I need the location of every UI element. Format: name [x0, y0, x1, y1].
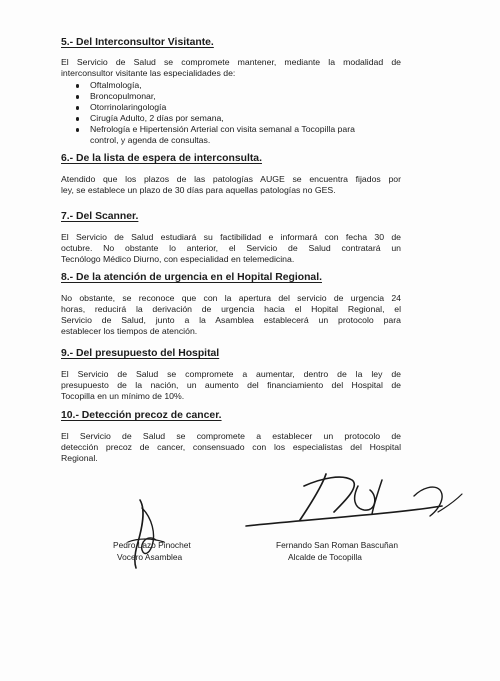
list-item [61, 102, 401, 113]
list-item-text: Broncopulmonar, [90, 91, 156, 102]
paragraph-line: El Servicio de Salud se compromete a aumentar, dentro de la ley de [61, 369, 401, 379]
list-item [61, 113, 401, 124]
list-item [61, 124, 401, 146]
section-paragraph [61, 293, 401, 337]
paragraph-line: Tecnólogo Médico Diurno, con especialidad en telemedicina. [61, 254, 295, 265]
section-paragraph [61, 232, 401, 265]
list-item-text: Nefrología e Hipertensión Arterial con visita semanal a Tocopilla para [90, 124, 355, 135]
paragraph-line: Atendido que los plazos de las patologías AUGE se encuentra fijados por [61, 174, 401, 184]
paragraph-line: Servicio de Salud, junto a la Asamblea establecerá un protocolo para [61, 315, 401, 326]
paragraph-line: Tocopilla en un mínimo de 10%. [61, 391, 185, 402]
paragraph-line: octubre. No obstante lo anterior, el Servicio de Salud contratará un [61, 243, 401, 254]
list-item [61, 91, 401, 102]
section-heading: 7.- Del Scanner. [61, 211, 139, 222]
list-item-text: control, y agenda de consultas. [90, 135, 211, 146]
section-heading: 9.- Del presupuesto del Hospital [61, 348, 220, 359]
section-paragraph [61, 369, 401, 402]
section-interconsultor-visitante [61, 37, 401, 146]
section-heading: 10.- Detección precoz de cancer. [61, 410, 222, 421]
section-deteccion-cancer [61, 410, 401, 464]
section-paragraph [61, 431, 401, 464]
paragraph-line: El Servicio de Salud estudiará su factibilidad e informará con fecha 30 de [61, 232, 401, 242]
paragraph-line: horas, reducirá la derivación de urgencia hacia el Hopital Regional, el [61, 304, 401, 315]
section-atencion-urgencia [61, 272, 401, 337]
paragraph-line: No obstante, se reconoce que con la apertura del servicio de urgencia 24 [61, 293, 401, 303]
paragraph-line: Regional. [61, 453, 98, 464]
section-lista-espera [61, 153, 401, 196]
signatory-role: Vocero Asamblea [117, 552, 183, 562]
paragraph-line: ley, se establece un plazo de 30 días para aquellas patologías no GES. [61, 185, 336, 196]
section-paragraph [61, 57, 401, 79]
paragraph-line: El Servicio de Salud se compromete mantener, mediante la modalidad de [61, 57, 401, 67]
signature-right [242, 466, 472, 566]
paragraph-line: El Servicio de Salud se compromete a establecer un protocolo de [61, 431, 401, 441]
signatory-name: Fernando San Roman Bascuñan [276, 540, 398, 550]
list-item-text: Cirugía Adulto, 2 días por semana, [90, 113, 224, 124]
signatory-role: Alcalde de Tocopilla [288, 552, 362, 562]
paragraph-line: detección precoz de cancer, consensuado con los especialistas del Hospital [61, 442, 401, 453]
section-presupuesto [61, 348, 401, 402]
section-heading: 8.- De la atención de urgencia en el Hopital Regional. [61, 272, 322, 283]
section-paragraph [61, 174, 401, 196]
list-item-text: Oftalmología, [90, 80, 142, 91]
list-item [61, 80, 401, 91]
section-scanner [61, 211, 401, 265]
list-item-text: Otorrinolaringología [90, 102, 167, 113]
section-heading: 6.- De la lista de espera de interconsulta. [61, 153, 262, 164]
paragraph-line: presupuesto de la nación, un aumento del financiamiento del Hospital de [61, 380, 401, 391]
signatory-name: Pedro Lazo Pinochet [113, 540, 191, 550]
paragraph-line: establecer los tiempos de atención. [61, 326, 198, 337]
paragraph-line: interconsultor visitante las especialidades de: [61, 68, 236, 79]
specialties-list [61, 80, 401, 146]
section-heading: 5.- Del Interconsultor Visitante. [61, 37, 214, 48]
